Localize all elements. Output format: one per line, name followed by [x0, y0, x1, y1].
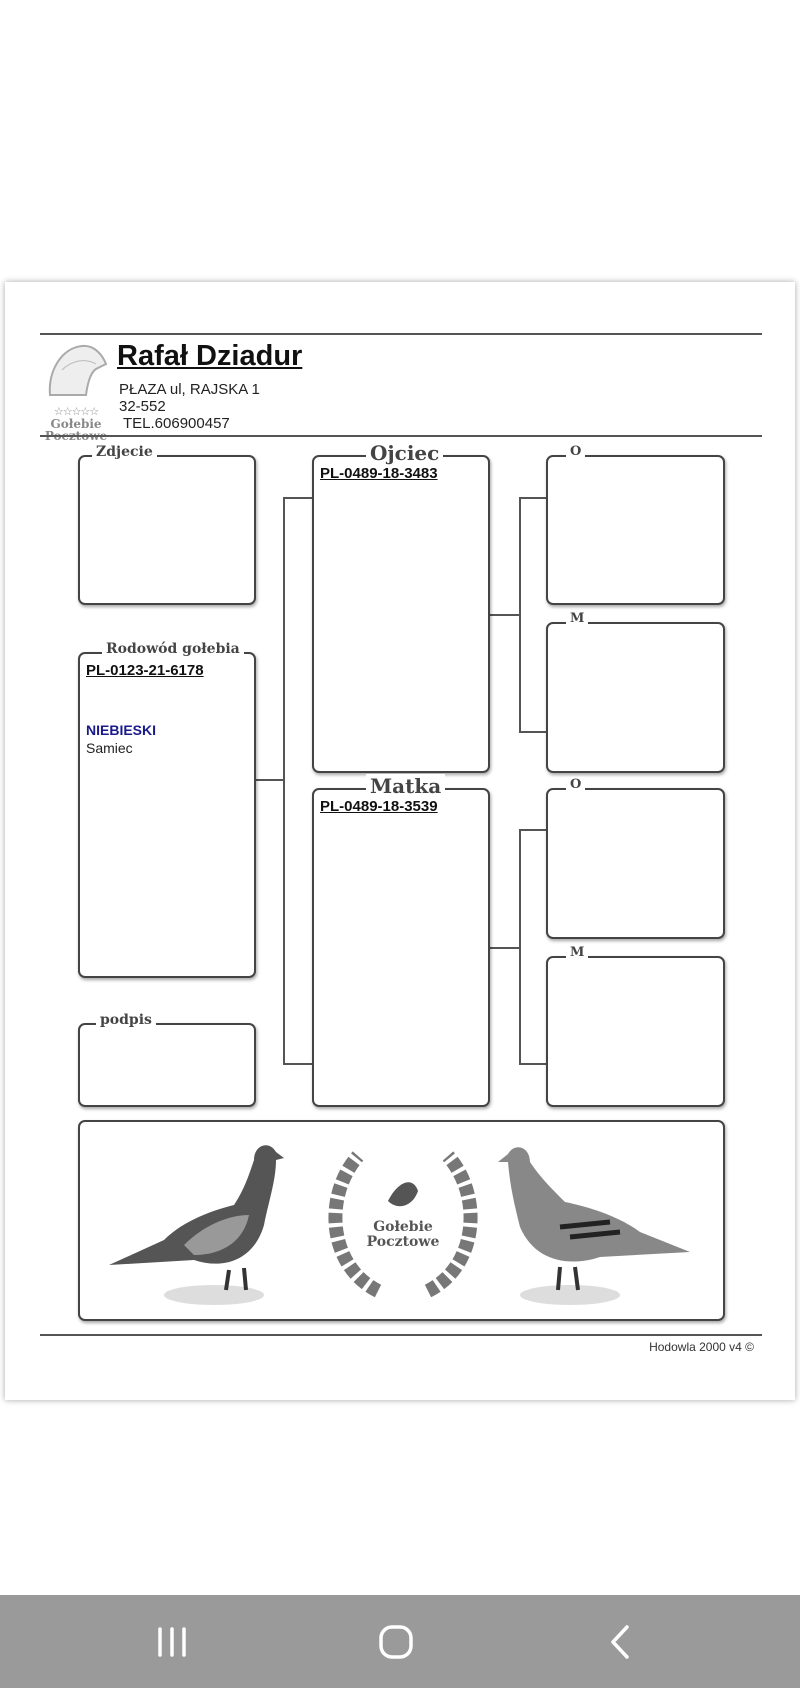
photo-box: [78, 444, 256, 605]
father-legend: Ojciec: [366, 441, 443, 465]
pigeon-sex: Samiec: [86, 740, 133, 756]
pigeon-left-icon: [104, 1130, 294, 1310]
stars: ☆☆☆☆☆: [53, 406, 99, 418]
address-line: PŁAZA ul, RAJSKA 1: [119, 381, 260, 398]
maternal-grandfather-box: [546, 777, 725, 939]
breeder-name: Rafał Dziadur: [117, 340, 303, 372]
signature-legend: podpis: [96, 1012, 156, 1028]
ring-number: PL-0123-21-6178: [86, 662, 204, 679]
postal-code: 32-552: [119, 398, 166, 415]
emblem-text-1: Gołebie: [373, 1219, 433, 1235]
grandmother-legend: M: [566, 945, 588, 960]
emblem-text-2: Pocztowe: [366, 1234, 440, 1250]
logo: [42, 340, 110, 432]
connector: [283, 1063, 312, 1065]
header-rule: [40, 435, 762, 437]
pigeon-right-icon: [490, 1132, 700, 1312]
pigeon-color: NIEBIESKI: [86, 722, 157, 738]
connector: [519, 731, 546, 733]
breeder-address: [119, 381, 260, 432]
father-box: [312, 441, 490, 773]
connector: [490, 947, 519, 949]
maternal-grandmother-box: [546, 945, 725, 1107]
connector: [519, 497, 521, 733]
connector: [519, 1063, 546, 1065]
home-icon[interactable]: [378, 1624, 414, 1660]
connector: [283, 497, 285, 1064]
connector: [519, 497, 546, 499]
paternal-grandfather-box: [546, 444, 725, 605]
paternal-grandmother-box: [546, 611, 725, 773]
top-rule: [40, 333, 762, 335]
grandmother-legend: M: [566, 611, 588, 626]
connector: [519, 829, 521, 1065]
mother-box: [312, 774, 490, 1107]
connector: [283, 497, 312, 499]
mother-ring-number: PL-0489-18-3539: [320, 798, 438, 815]
pedigree-box: [78, 641, 256, 978]
signature-box: [78, 1012, 256, 1107]
mother-legend: Matka: [366, 774, 445, 798]
logo-text-1: Gołebie: [50, 417, 102, 431]
android-nav-bar: [0, 1595, 800, 1688]
father-ring-number: PL-0489-18-3483: [320, 465, 438, 482]
emblem-text: [365, 1220, 441, 1250]
footer-text: Hodowla 2000 v4 ©: [649, 1340, 754, 1354]
photo-legend: Zdjecie: [92, 444, 157, 460]
connector: [490, 614, 519, 616]
recent-apps-icon[interactable]: [156, 1627, 188, 1657]
bottom-rule: [40, 1334, 762, 1336]
back-icon[interactable]: [607, 1624, 633, 1660]
phone: TEL.606900457: [123, 415, 230, 432]
grandfather-legend: O: [566, 777, 585, 792]
grandfather-legend: O: [566, 444, 585, 459]
banner-box: [78, 1120, 725, 1321]
connector: [519, 829, 546, 831]
pigeon-head-logo-icon: [42, 340, 110, 400]
connector: [256, 779, 283, 781]
pedigree-legend: Rodowód gołebia: [102, 641, 244, 657]
